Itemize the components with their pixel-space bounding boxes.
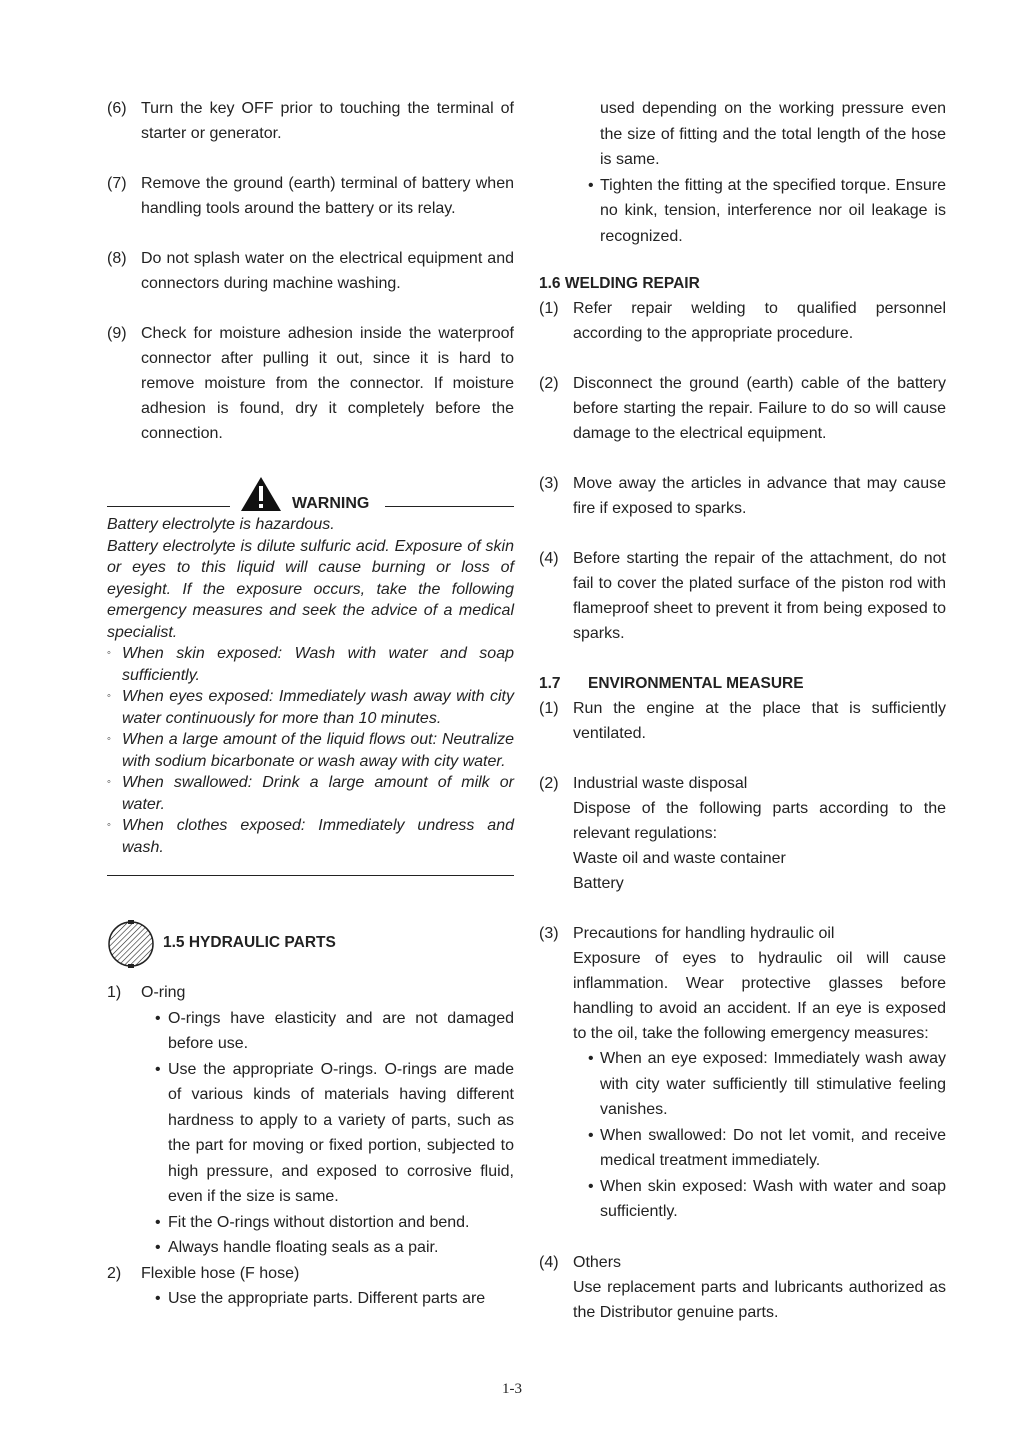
- oring-heading: 1) O-ring: [107, 984, 186, 1001]
- hatched-gear-icon: [107, 920, 155, 973]
- section-1-7-title: 1.7 ENVIRONMENTAL MEASURE: [539, 675, 804, 692]
- welding-item-1: (1) Refer repair welding to qualified personnel according to the appropriate procedure.: [539, 300, 946, 342]
- welding-item-3: (3) Move away the articles in advance that may cause fire if exposed to sparks.: [539, 475, 946, 517]
- warning-bullet: ◦ When swallowed: Drink a large amount of milk or water.: [107, 774, 514, 813]
- item-number: (6): [107, 100, 127, 117]
- item-text: Do not splash water on the electrical equipment and connectors during machine washing.: [141, 250, 514, 292]
- warning-header: [107, 476, 514, 514]
- item-number: (8): [107, 250, 127, 267]
- waste-part: Battery: [573, 875, 624, 892]
- section-1-5-header: [107, 920, 514, 970]
- page-number: 1-3: [502, 1381, 522, 1397]
- oil-bullet: • When skin exposed: Wash with water and soap sufficiently.: [588, 1177, 946, 1220]
- precaution-item-8: [107, 246, 514, 296]
- item-number: (7): [107, 175, 127, 192]
- warning-rule-left: [107, 506, 230, 507]
- welding-item-4: (4) Before starting the repair of the attachment, do not fail to cover the plated surface of the piston rod with flameproof sheet to prevent it from being exposed to sparks.: [539, 550, 946, 642]
- oil-bullet: • When swallowed: Do not let vomit, and receive medical treatment immediately.: [588, 1126, 946, 1169]
- left-column: [107, 96, 514, 1312]
- warning-body: [107, 514, 514, 858]
- section-1-6-title: 1.6 WELDING REPAIR: [539, 275, 700, 292]
- warning-label: WARNING: [292, 495, 370, 512]
- right-column: [539, 96, 946, 1325]
- oring-bullet: • Fit the O-rings without distortion and bend.: [155, 1213, 470, 1231]
- oil-bullet: • When an eye exposed: Immediately wash away with city water sufficiently till stimulative feeling vanishes.: [588, 1050, 946, 1118]
- item-text: Remove the ground (earth) terminal of battery when handling tools around the battery or its relay.: [141, 175, 514, 217]
- env-item-3: (3) Precautions for handling hydraulic oil Exposure of eyes to hydraulic oil will cause inflammation. Wear protective glasses before handling to avoid an accident. If an eye is exposed to the oil, take the following emergency measures:: [539, 925, 946, 1042]
- warning-rule-right: [385, 506, 514, 507]
- waste-part: Waste oil and waste container: [573, 850, 786, 867]
- oring-bullet: • Always handle floating seals as a pair.: [155, 1239, 439, 1256]
- hose-continuation: used depending on the working pressure even the size of fitting and the total length of the hose is same.: [600, 100, 946, 168]
- oring-bullet: • Use the appropriate O-rings. O-rings are made of various kinds of materials having different hardness to apply to a variety of parts, such as the part for moving or fixed portion, subjected to high pressure, and exposed to corrosive fluid, even if the size is same.: [155, 1060, 514, 1205]
- warning-bullet: ◦ When skin exposed: Wash with water and soap sufficiently.: [107, 645, 514, 684]
- warning-bullet: ◦ When eyes exposed: Immediately wash away with city water continuously for more than 10 minutes.: [107, 688, 514, 727]
- item-text: Check for moisture adhesion inside the waterproof connector after pulling it out, since it is hard to remove moisture from the connector. If moisture adhesion is found, dry it completely before the connection.: [141, 325, 514, 442]
- tighten-bullet: • Tighten the fitting at the specified torque. Ensure no kink, tension, interference nor oil leakage is recognized.: [588, 176, 946, 245]
- precaution-item-7: [107, 171, 514, 221]
- warning-description: Battery electrolyte is dilute sulfuric acid. Exposure of skin or eyes to this liquid will cause burning or loss of eyesight. If the exposure occurs, take the following emergency measures and seek the advice of a medical specialist.: [107, 537, 514, 641]
- item-number: (9): [107, 325, 127, 342]
- hose-bullet: • Use the appropriate parts. Different parts are: [155, 1290, 486, 1307]
- item-text: Turn the key OFF prior to touching the terminal of starter or generator.: [141, 100, 514, 142]
- warning-bullet: ◦ When a large amount of the liquid flows out: Neutralize with sodium bicarbonate or wash away with city water.: [107, 731, 514, 770]
- oring-bullet: • O-rings have elasticity and are not damaged before use.: [155, 1009, 514, 1052]
- env-item-1: (1) Run the engine at the place that is sufficiently ventilated.: [539, 700, 946, 742]
- precaution-item-6: [107, 96, 514, 146]
- env-item-4: (4) Others Use replacement parts and lubricants authorized as the Distributor genuine parts.: [539, 1253, 946, 1321]
- precaution-item-9: [107, 321, 514, 446]
- hose-heading: 2) Flexible hose (F hose): [107, 1264, 300, 1282]
- warning-triangle-icon: [240, 476, 282, 517]
- section-title: 1.5 HYDRAULIC PARTS: [163, 934, 336, 951]
- welding-item-2: (2) Disconnect the ground (earth) cable of the battery before starting the repair. Failure to do so will cause damage to the electrical equipment.: [539, 375, 946, 442]
- env-item-2: (2) Industrial waste disposal Dispose of the following parts according to the relevant regulations: Waste oil and waste container Battery: [539, 771, 946, 896]
- warning-bottom-rule: [107, 875, 514, 876]
- warning-bullet: ◦ When clothes exposed: Immediately undress and wash.: [107, 817, 514, 856]
- warning-intro: Battery electrolyte is hazardous.: [107, 516, 335, 533]
